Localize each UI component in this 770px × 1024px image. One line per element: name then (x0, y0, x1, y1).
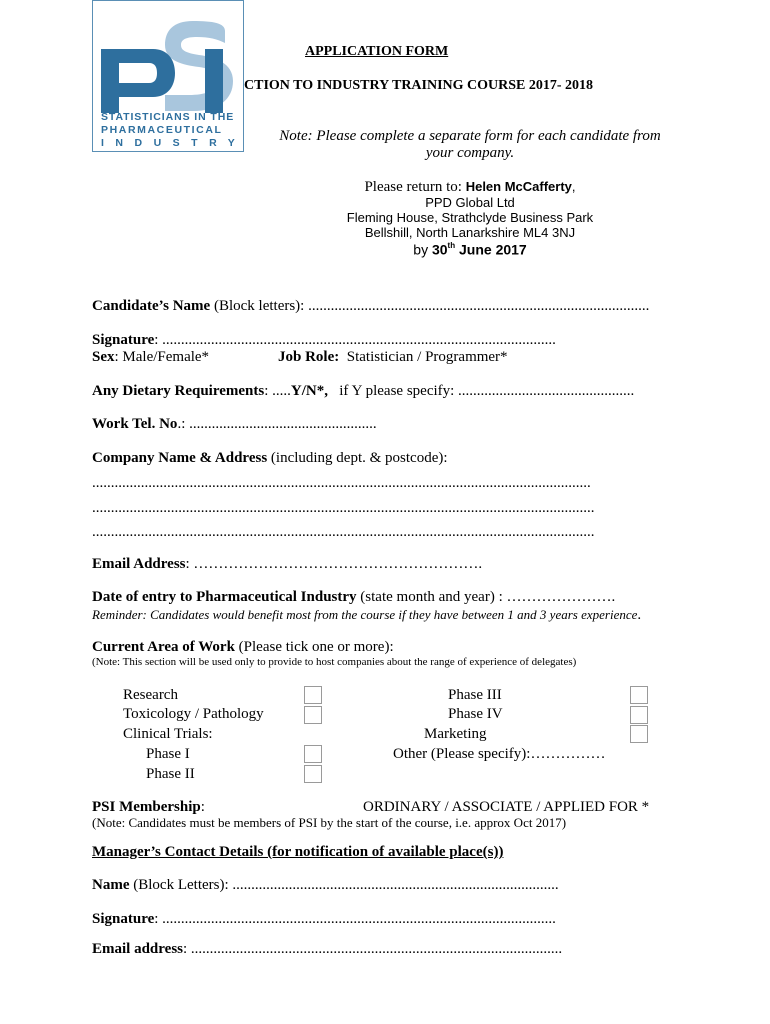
candidate-name-field[interactable]: Candidate’s Name (Block letters): ........................................................................................... (92, 298, 650, 314)
label-clinical-trials: Clinical Trials: (123, 726, 213, 742)
checkbox-phase-1[interactable] (304, 745, 322, 763)
label-toxicology: Toxicology / Pathology (123, 706, 264, 722)
checkbox-phase-2[interactable] (304, 765, 322, 783)
note-line1: Note: Please complete a separate form for each candidate from (279, 128, 661, 144)
address-line3: Bellshill, North Lanarkshire ML4 3NJ (364, 225, 576, 240)
psi-logo (92, 0, 247, 152)
logo-line2: PHARMACEUTICAL (101, 124, 223, 136)
course-title: CTION TO INDUSTRY TRAINING COURSE 2017- 2018 (244, 78, 594, 93)
manager-signature-field[interactable]: Signature: ......................................................................................................... (92, 911, 556, 927)
logo-line1: STATISTICIANS IN THE (101, 111, 235, 123)
address-line2: Fleming House, Strathclyde Business Park (346, 210, 594, 225)
deadline: by 30th June 2017 (413, 241, 527, 258)
email-field[interactable]: Email Address: …………………………………………………. (92, 556, 483, 572)
psi-membership-options[interactable]: ORDINARY / ASSOCIATE / APPLIED FOR * (363, 799, 650, 815)
checkbox-marketing[interactable] (630, 725, 648, 743)
label-marketing: Marketing (424, 726, 487, 742)
checkbox-phase-3[interactable] (630, 686, 648, 704)
label-phase-3: Phase III (448, 687, 502, 703)
sex-field[interactable]: Sex: Male/Female* (92, 349, 210, 365)
psi-membership-note: (Note: Candidates must be members of PSI by the start of the course, i.e. approx Oct 2017) (92, 815, 567, 830)
label-phase-1: Phase I (146, 746, 190, 762)
manager-email-field[interactable]: Email address: ................................................................................................... (92, 941, 563, 957)
form-title: APPLICATION FORM (305, 44, 449, 59)
logo-line3: INDUSTRY (101, 137, 247, 149)
label-research: Research (123, 687, 178, 703)
label-phase-4: Phase IV (448, 706, 503, 722)
reminder-note: Reminder: Candidates would benefit most from the course if they have between 1 and 3 years experience. (92, 607, 642, 623)
address-line1: PPD Global Ltd (425, 195, 515, 210)
company-address-label: Company Name & Address (including dept. & postcode): (92, 450, 448, 466)
manager-heading: Manager’s Contact Details (for notification of available place(s)) (92, 844, 504, 860)
checkbox-research[interactable] (304, 686, 322, 704)
dietary-field[interactable]: Any Dietary Requirements: .....Y/N*, if Y please specify: ............................................... (92, 383, 635, 399)
job-role-field[interactable]: Job Role: Statistician / Programmer* (278, 349, 508, 365)
work-area-note: (Note: This section will be used only to provide to host companies about the range of experience of delegates) (92, 656, 577, 668)
checkbox-toxicology[interactable] (304, 706, 322, 724)
label-phase-2: Phase II (146, 766, 195, 782)
checkbox-phase-4[interactable] (630, 706, 648, 724)
return-to: Please return to: Helen McCafferty, (364, 179, 576, 195)
company-line-3[interactable]: ...................................................................................................................................... (92, 524, 595, 540)
label-other: Other (Please specify):…………… (393, 746, 606, 762)
company-line-2[interactable]: ...................................................................................................................................... (92, 500, 595, 516)
work-tel-field[interactable]: Work Tel. No.: .................................................. (92, 416, 377, 432)
work-area-title: Current Area of Work (Please tick one or more): (92, 639, 394, 655)
manager-name-field[interactable]: Name (Block Letters): ....................................................................................... (92, 877, 559, 893)
signature-field[interactable]: Signature: ......................................................................................................... (92, 332, 556, 348)
note-line2: your company. (425, 145, 515, 161)
entry-date-field[interactable]: Date of entry to Pharmaceutical Industry (state month and year) : …………………. (92, 589, 616, 605)
psi-membership-label: PSI Membership: (92, 799, 205, 815)
company-line-1[interactable]: ..................................................................................................................................... (92, 475, 591, 491)
